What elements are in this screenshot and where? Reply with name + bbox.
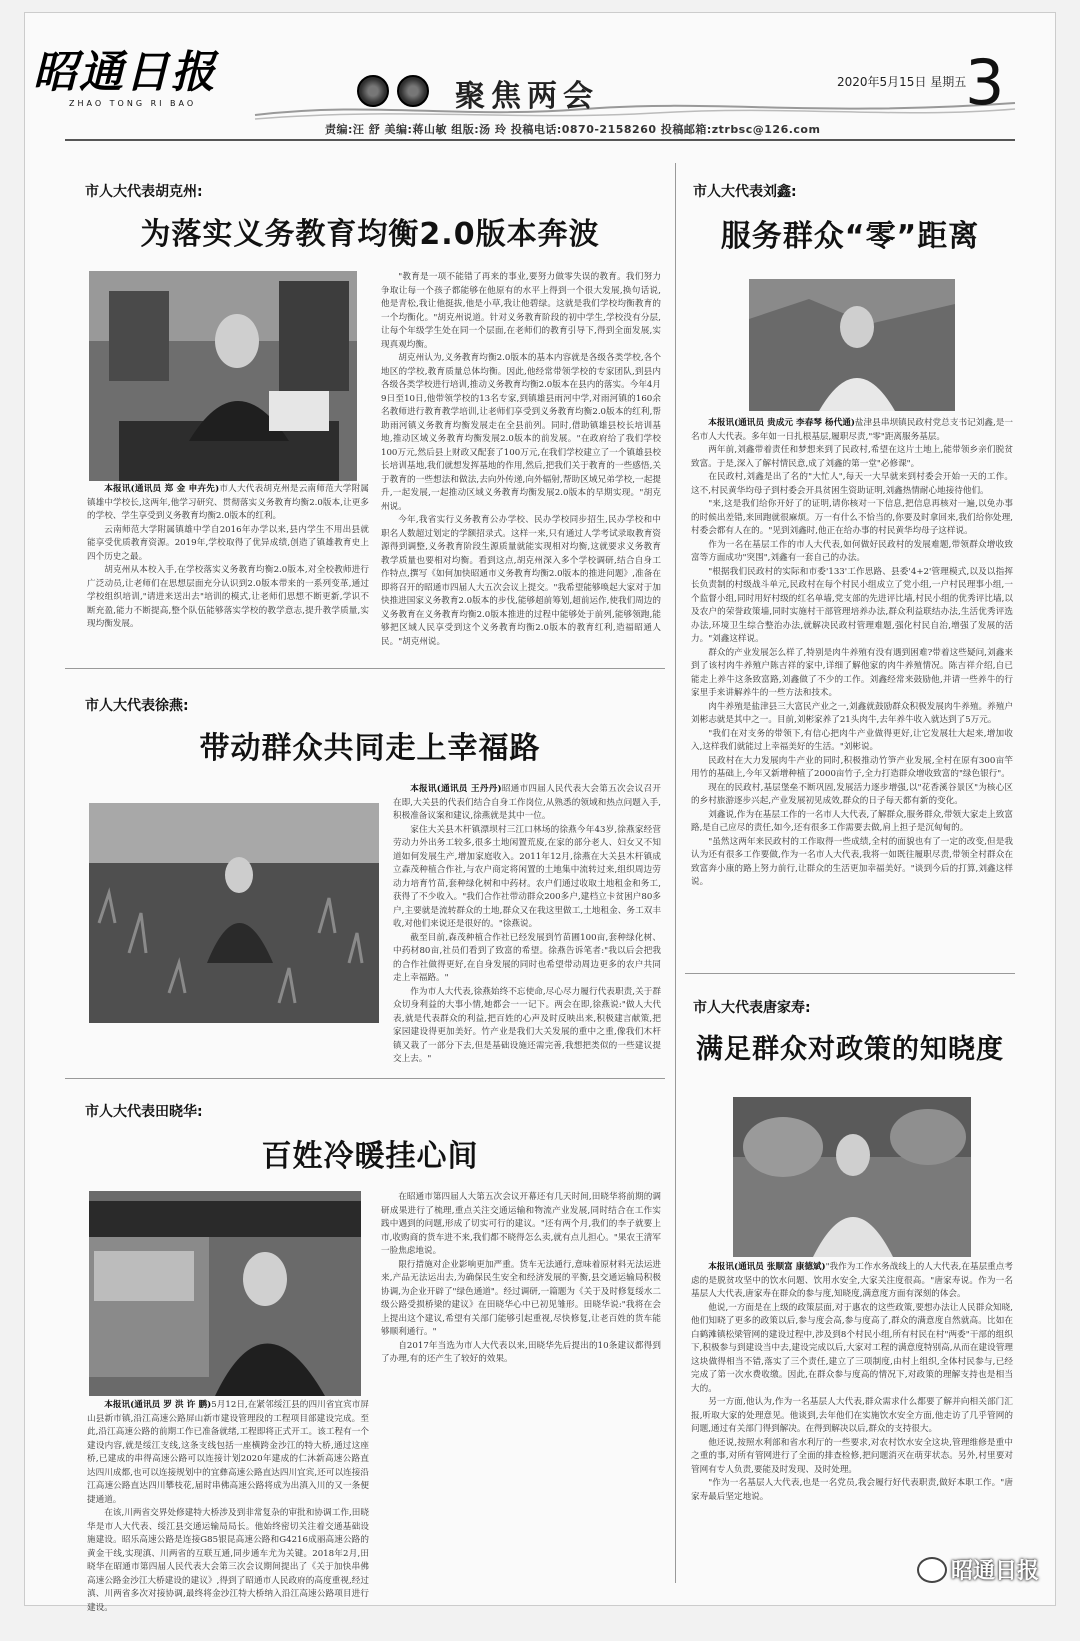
paragraph: 家住大关县木杆镇漂坝村三江口林场的徐燕今年43岁,徐燕家经营劳动力外出务工较多,很多土地闲置荒废,在家的部分老人、妇女又不知道如何发展生产,增加家庭收入。2011年12月,徐燕在大关县木杆镇成立森茂种植合作社,与农户商定将闲置的土地集中流转过来,组织周边劳动力培育竹苗,套种绿化树和中药材。农户们通过收取土地租金和务工,获得了不少收入。"我们合作社带动群众200多户,建档立卡贫困户80多户,主要就是流转群众的土地,群众又在我这里做工,土地租金、务工双丰收,对他们来说还是很好的。"徐燕说。 [393, 824, 661, 929]
article-divider [685, 973, 1015, 974]
paragraph: 自2017年当选为市人大代表以来,田晓华先后提出的10条建议都得到了办理,有的还产生了较好的效果。 [381, 1340, 661, 1364]
photo-tian-xiaohua [89, 1191, 361, 1396]
masthead-divider [65, 139, 1015, 141]
article-body-hu-right [381, 271, 661, 663]
page-number: 3 [965, 46, 1005, 119]
paragraph: 另一方面,他认为,作为一名基层人大代表,群众需求什么都要了解并向相关部门汇报,听取大家的处理意见。他谈到,去年他们在实施饮水安全方面,他走访了几乎管网的问题,通过有关部门得到解决。在得到解决以后,群众的支持很大。 [691, 1397, 1013, 1434]
paragraph: "我作为工作水务战线上的人大代表,在基层重点考虑的是脱贫攻坚中的饮水问题、饮用水安全,大家关注度很高。"唐家寿说。作为一名基层人大代表,唐家寿在群众的参与度,知晓度,满意度方面有深刻的体会。 [691, 1262, 1013, 1299]
article-divider [65, 668, 665, 669]
paragraph: 肉牛养殖是盐津县三大富民产业之一,刘鑫就鼓励群众积极发展肉牛养殖。养殖户刘彬志就是其中之一。目前,刘彬家养了21头肉牛,去年养牛收入就达到了5万元。 [691, 701, 1013, 725]
article-kicker-tian: 市人大代表田晓华: [85, 1104, 203, 1120]
article-kicker-hu: 市人大代表胡克州: [85, 184, 203, 200]
paragraph: 作为市人大代表,徐燕始终不忘使命,尽心尽力履行代表职责,关于群众切身利益的大事小情,她都会一一记下。两会在即,徐燕说:"做人大代表,就是代表群众的利益,把百姓的心声及时反映出来,积极建言献策,把家园建设得更加美好。竹产业是我们大关发展的重中之重,像我们木杆镇又栽了一部分下去,但是基础设施还需完善,我想把类似的一些建议提交上去。" [393, 986, 661, 1064]
column-divider [675, 163, 676, 1583]
paragraph: 5月12日,在紧邻绥江县的四川省宜宾市屏山县新市镇,沿江高速公路屏山新市建设管理段的工程项目部建设完成。至此,沿江高速公路的前期工作已准备就绪,工程即将正式开工。该工程有一个建设内容,就是绥江支线,这条支线包括一座横跨金沙江的特大桥,通过这座桥,已建成的串得高速公路可以连接计划2020年建成的仁沐新高速公路直达四川成都,也可以连接规划中的宜彝高速公路直达四川宜宾,还可以连接沿江高速公路直达四川攀枝花,届时串佛高速公路将成为出滇入川的又一条便捷通道。 [87, 1400, 369, 1505]
paragraph: 胡克州认为,义务教育均衡2.0版本的基本内容就是各级各类学校,各个地区的学校,教育质量总体均衡。因此,他经常带领学校的专家团队,到县内各级各类学校进行培训,推动义务教育均衡2.0版本在县内的落实。今年4月9日至10日,他带领学校的13名专家,到镇雄县雨河中学,对雨河镇的160余名教师进行教育教学培训,让老师们享受到义务教育均衡2.0版本的红利,帮助雨河镇义务教育均衡发展走在全县前列。同时,借助镇雄县校长培训基地,推动区域义务教育均衡发展2.0版本的前发展。"在政府给了我们学校100万元,然后县上财政又配套了100万元,在我们学校建立了一个镇雄县校长培训基地,我们就想发挥基地的作用,然后,把我们关于教育的一些感悟,关于教育的一些想法和做法,去向外传递,向外辐射,帮助区域兄弟学校,一起提升,一起发展,一起推动区域义务教育均衡发展2.0版本的早期实现。"胡克州说。 [381, 353, 661, 512]
newspaper-page [24, 12, 1056, 1613]
paragraph: "虽然这两年来民政村的工作取得一些成绩,全村的面貌也有了一定的改变,但是我认为还有很多工作要做,作为一名市人大代表,我将一如既往履职尽责,带领全村群众在致富奔小康的路上努力前行,让群众的生活更加幸福美好。"谈到今后的打算,刘鑫这样说。 [691, 836, 1013, 887]
article-byline-hu: 本报讯(通讯员 郑 金 申卉先) [104, 484, 220, 494]
wechat-watermark [917, 1554, 1039, 1585]
section-title: 聚焦两会 [455, 79, 599, 114]
paragraph: 他还说,按照水利部和省水利厅的一些要求,对农村饮水安全这块,管理维修是重中之重的事,对所有管网进行了全面的排查检修,把问题消灭在萌芽状态。另外,村里要对管网有专人负责,要能及时发现、及时处理。 [691, 1437, 1013, 1475]
paragraph: "作为一名基层人大代表,也是一名党员,我会履行好代表职责,做好本职工作。"唐家寿最后坚定地说。 [691, 1478, 1013, 1502]
paragraph: 云南师范大学附属镇雄中学自2016年办学以来,县内学生不用出县就能享受优质教育资源。2019年,学校取得了优异成绩,创造了镇雄教育史上四个历史之最。 [87, 524, 369, 562]
article-byline-tang: 本报讯(通讯员 张顺富 康德斌) [708, 1262, 826, 1272]
article-byline-xu: 本报讯(通讯员 王丹丹) [410, 784, 502, 794]
article-headline-tian: 百姓冷暖挂心间 [261, 1139, 479, 1174]
photo-liu-xin [749, 279, 955, 411]
article-headline-hu: 为落实义务教育均衡2.0版本奔波 [140, 217, 600, 252]
article-kicker-tang: 市人大代表唐家寿: [693, 1000, 811, 1016]
issue-date: 2020年5月15日 星期五 [837, 75, 967, 89]
wechat-icon [917, 1557, 947, 1583]
article-divider [65, 1078, 665, 1079]
newspaper-logo [33, 47, 255, 115]
article-byline-tian: 本报讯(通讯员 罗 洪 许 鹏) [104, 1400, 212, 1410]
paragraph: "根据我们民政村的实际和市委'133'工作思路、县委'4+2'管理模式,以及以指挥长负责制的村级战斗单元,民政村在每个村民小组成立了党小组,一户村民理事小组,一个监督小组,同时用好村级的红名单墙,党支部的先进评比墙,村民小组的优秀评比墙,以及农户的荣誉政策墙,同时实施村干部管理培养办法,群众利益联结办法,生活优秀评选办法,环境卫生综合整治办法,就解决民政村管理难题,强化村民自治,增强了发展的活力。"刘鑫这样说。 [691, 566, 1013, 644]
article-body-liu [691, 417, 1013, 965]
paragraph: 昭通市四届人民代表大会第五次会议召开在即,大关县的代表们结合自身工作岗位,从熟悉的领域和热点问题入手,积极准备议案和建议,徐燕就是其中一位。 [393, 784, 661, 821]
editor-credits: 责编:汪 舒 美编:蒋山敏 组版:汤 玲 投稿电话:0870-2158260 投稿邮箱:ztrbsc@126.com [325, 123, 821, 136]
logo-text: 昭通日报 [33, 47, 217, 98]
article-headline-xu: 带动群众共同走上幸福路 [199, 731, 541, 766]
paragraph: 他说,一方面是在上级的政策层面,对于惠农的这些政策,要想办法让人民群众知晓,他们知晓了更多的政策以后,参与度会高,参与度高了,群众的满意度自然就高。比如在白鹤滩镇松梁管网的建设过程中,涉及到8个村民小组,所有村民在村"两委"干部的组织下,积极参与到建设当中去,建设完成以后,大家对工程的满意度特别高,从而在建设管理这块做得相当不错,落实了三个责任,建立了三项制度,由村上组织,全体村民参与,已经完成了第一次水费收缴。因此,在群众参与度高的情况下,对政策的理解支持也是相当大的。 [691, 1302, 1013, 1394]
paragraph: 刘鑫说,作为在基层工作的一名市人大代表,了解群众,服务群众,带领大家走上致富路,是自己应尽的责任,如今,还有很多工作需要去做,肩上担子是沉甸甸的。 [691, 809, 1013, 833]
article-body-xu [393, 783, 661, 1067]
article-kicker-liu: 市人大代表刘鑫: [693, 184, 797, 200]
paragraph: 今年,我省实行义务教育公办学校、民办学校同步招生,民办学校和中职名人数超过划定的学额招录式。这样一来,只有通过人学考试录取教育资源得到调整,义务教育阶段生源质量就能实现相对均衡,这就要求义务教育教学质量也要相对均衡。看到这点,胡克州深入多个学校调研,结合自身工作特点,撰写《如何加快昭通市义务教育均衡2.0版本的推进问题》,准备在即将召开的昭通市四届人大五次会议上提交。"我希望能够唤起大家对于加快推进国家义务教育2.0版本的步伐,能够超前筹划,超前运作,使我们周边的义务教育在义务教育均衡2.0版本推进的过程中能够处于前列,能够领跑,能够把区域人民享受到这个义务教育均衡2.0版本的教育红利,造福昭通人民。"胡克州说。 [381, 515, 661, 647]
photo-xu-yan [89, 803, 379, 1023]
paragraph: 在该,川两省交界处修建特大桥涉及到非常复杂的审批和协调工作,田晓华是市人大代表、绥江县交通运输局局长。他始终密切关注着交通基础设施建设。昭乐高速公路是连接G85银昆高速公路和G4216成丽高速公路的黄金干线,实现滇、川两省的互联互通,同步通车尤为关键。2018年2月,田晓华在昭通市第四届人民代表大会第三次会议期间提出了《关于加快串佛高速公路金沙江大桥建设的建议》,得到了昭通市人民政府的高度重视,经过滇、川两省多次对接协调,最终将金沙江特大桥纳入沿江高速公路项目进行建设。 [87, 1508, 369, 1613]
watermark-text: 昭通日报 [950, 1559, 1039, 1584]
article-body-tian-right [381, 1191, 661, 1591]
paragraph: 截至目前,森茂种植合作社已经发展到竹苗圃100亩,套种绿化树、中药材80亩,社员们看到了致富的希望。徐燕告诉笔者:"我以后会把我的合作社做得更好,在自身发展的同时也希望带动周边更多的农户共同走上幸福路。" [393, 932, 661, 983]
photo-tang-jiashou [733, 1097, 971, 1257]
photo-hu-kezhou [89, 271, 357, 481]
paragraph: "教育是一项不能错了再来的事业,要努力做零失误的教育。我们努力争取让每一个孩子都能够在他原有的水平上得到一个很大发展,换句话说,他是青松,我让他挺拔,他是小草,我让他碧绿。这就是我们学校均衡教育的一个均衡化。"胡克州说道。针对义务教育阶段的初中学生,学校没有分层,让每个年级学生处在同一个层面,在老师们的教育引导下,得到全面发展,实现真观均衡。 [381, 272, 661, 350]
paragraph: "来,这是我们给你开好了的证明,请你核对一下信息,把信息再核对一遍,以免办事的时候出差错,来回跑就很麻烦。万一有什么不恰当的,你要及时拿回来,我们给你处理,村委会都有人在的。"见到刘鑫时,他正在给办事的村民黄华均母子这样说。 [691, 499, 1013, 536]
logo-pinyin: ZHAO TONG RI BAO [69, 99, 197, 108]
congress-emblem-icon [397, 75, 429, 107]
paragraph: 作为一名在基层工作的市人大代表,如何做好民政村的发展难题,带领群众增收致富等方面成功"突围",刘鑫有一套自己的办法。 [691, 539, 1013, 563]
paragraph: 现在的民政村,基层堡垒不断巩固,发展活力逐步增强,以"花香溪谷景区"为核心区的乡村旅游逐步兴起,产业发展初见成效,群众的日子每天都有新的变化。 [691, 782, 1013, 806]
article-body-tian-left [87, 1399, 369, 1613]
paragraph: 盐津县串坝镇民政村党总支书记刘鑫,是一名市人大代表。多年如一日扎根基层,履职尽责,"零"距离服务基层。 [691, 418, 1013, 442]
paragraph: 限行措施对企业影响更加严重。货车无法通行,意味着原材料无法运进来,产品无法运出去,为确保民生安全和经济发展的平衡,县交通运输局积极协调,为企业开辟了"绿色通道"。经过调研,一篇题为《关于及时修复绥水二级公路受损桥梁的建议》在田晓华心中已初见雏形。田晓华说:"我将在会上提出这个建议,希望有关部门能够引起重视,尽快修复,让老百姓的货车能够顺利通行。" [381, 1259, 661, 1337]
article-byline-liu: 本报讯(通讯员 贵成元 李春琴 杨代通) [708, 418, 855, 428]
article-kicker-xu: 市人大代表徐燕: [85, 698, 189, 714]
paragraph: 市人大代表胡克州是云南师范大学附属镇雄中学校长,这两年,他学习研究、贯彻落实义务教育均衡2.0版本,让更多的学校、学生享受到义务教育均衡2.0版本的红利。 [87, 484, 369, 521]
article-body-hu-left [87, 483, 369, 663]
paragraph: 民政村在大力发展肉牛产业的同时,积极推动竹笋产业发展,全村在原有300亩竿用竹的基础上,今年又新增种植了2000亩竹子,全力打造群众增收致富的"绿色银行"。 [691, 755, 1013, 779]
national-emblem-icon [357, 75, 389, 107]
paragraph: "我们在对支务的带领下,有信心把肉牛产业做得更好,让它发展壮大起来,增加收入,这样我们就能过上幸福美好的生活。"刘彬说。 [691, 728, 1013, 752]
paragraph: 在民政村,刘鑫是出了名的"大忙人",每天一大早就来到村委会开始一天的工作。这不,村民黄华均母子到村委会开具贫困生资助证明,刘鑫热情耐心地接待他们。 [691, 472, 1013, 496]
paragraph: 群众的产业发展怎么样了,特别是肉牛养殖有没有遇到困难?带着这些疑问,刘鑫来到了该村肉牛养殖户陈吉祥的家中,详细了解他家的肉牛养殖情况。陈吉祥介绍,自已能走上养牛这条致富路,刘鑫做了不少的工作。刘鑫经常来鼓励他,并请一些养牛的行家里手来讲解养牛的一些方法和技术。 [691, 647, 1013, 698]
article-headline-liu: 服务群众“零”距离 [720, 219, 980, 254]
article-headline-tang: 满足群众对政策的知晓度 [696, 1034, 1004, 1065]
paragraph: 在昭通市第四届人大第五次会议开幕还有几天时间,田晓华将前期的调研成果进行了梳理,重点关注交通运输和物流产业发展,同时结合在工作实践中遇到的问题,形成了切实可行的建议。"还有两个月,我们的李子就要上市,收购商的货车进不来,我们都不晓得怎么卖,就有点儿担心。"果农王清军一脸焦虑地说。 [381, 1192, 661, 1256]
paragraph: 两年前,刘鑫带着责任和梦想来到了民政村,希望在这片土地上,能带领乡亲们脱贫致富。于是,深入了解村情民意,成了刘鑫的第一堂"必修课"。 [691, 445, 1013, 469]
article-body-tang [691, 1261, 1013, 1591]
paragraph: 胡克州从本校入手,在学校落实义务教育均衡2.0版本,对全校教师进行广泛动员,让老师们在思想层面充分认识到2.0版本带来的一系列变革,通过学校组织培训,"请进来送出去"培训的模式,让老师们思想不断更新,学识不断充盈,能力不断提高,整个队伍能够落实学校的教学意志,提升教学质量,实现均衡发展。 [87, 565, 369, 629]
